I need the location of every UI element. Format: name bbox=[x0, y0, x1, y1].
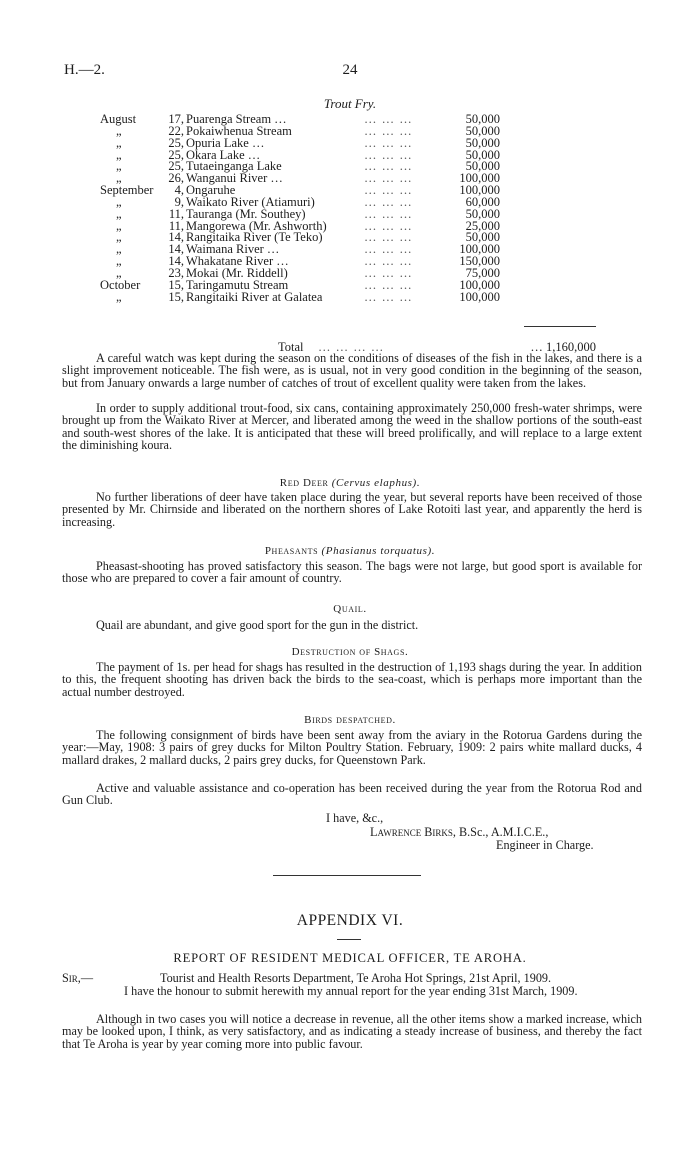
row-month: „ bbox=[116, 206, 122, 221]
paragraph-shags bbox=[62, 661, 642, 698]
row-place: Waikato River (Atiamuri) bbox=[186, 194, 315, 209]
row-month: „ bbox=[116, 265, 122, 280]
trout-fry-row bbox=[100, 232, 500, 244]
signature-name-primary: Lawrence Birks, bbox=[370, 825, 456, 839]
row-day: 26, bbox=[168, 171, 184, 186]
total-amount: … 1,160,000 bbox=[530, 340, 596, 354]
row-place: Mokai (Mr. Riddell) bbox=[186, 265, 288, 280]
row-month: „ bbox=[116, 289, 122, 304]
row-day: 11, bbox=[168, 206, 184, 221]
row-amount: 100,000 bbox=[459, 289, 500, 304]
trout-fry-row bbox=[100, 292, 500, 304]
row-month: „ bbox=[116, 171, 122, 186]
row-month: „ bbox=[116, 230, 122, 245]
row-day: 22, bbox=[168, 123, 184, 138]
trout-fry-row bbox=[100, 150, 500, 162]
row-month: „ bbox=[116, 254, 122, 269]
row-amount: 150,000 bbox=[459, 254, 500, 269]
row-day: 9, bbox=[174, 194, 184, 209]
row-place: Tauranga (Mr. Southey) bbox=[186, 206, 306, 221]
heading-pheasants-label: Pheasants bbox=[264, 545, 319, 557]
row-month: „ bbox=[116, 194, 122, 209]
row-day: 14, bbox=[168, 230, 184, 245]
heading-pheasants-latin: (Phasianus torquatus). bbox=[321, 545, 436, 557]
heading-shags-label: Destruction of Shags. bbox=[291, 646, 409, 658]
row-place: Tutaeinganga Lake bbox=[186, 159, 282, 174]
row-place: Wanganui River … bbox=[186, 171, 283, 186]
heading-birds-label: Birds despatched. bbox=[304, 714, 396, 726]
row-day: 25, bbox=[168, 147, 184, 162]
row-leader-dots: … … … bbox=[364, 218, 413, 233]
paragraph-food-text: In order to supply additional trout-food, six cans, containing approximately 250,000 fresh-water shrimps, were brought up from the Waikato River at Mercer, and liberated among the weed in the shallow portions of the south-east and south-west shores of the lake. It is anticipated that these will breed prolifically, and will replace to a large extent the diminishing koura. bbox=[62, 401, 642, 453]
heading-pheasants bbox=[0, 545, 700, 557]
document-reference: H.—2. bbox=[64, 62, 105, 78]
row-place: Opuria Lake … bbox=[186, 135, 265, 150]
row-place: Pokaiwhenua Stream bbox=[186, 123, 292, 138]
row-leader-dots: … … … bbox=[364, 147, 413, 162]
report-title: REPORT OF RESIDENT MEDICAL OFFICER, TE AROHA. bbox=[173, 951, 527, 965]
row-place: Okara Lake … bbox=[186, 147, 261, 162]
row-place: Waimana River … bbox=[186, 242, 280, 257]
row-leader-dots: … … … bbox=[364, 242, 413, 257]
heading-red-deer-latin: (Cervus elaphus). bbox=[331, 477, 421, 489]
row-day: 14, bbox=[168, 254, 184, 269]
row-leader-dots: … … … bbox=[364, 171, 413, 186]
heading-quail-label: Quail. bbox=[333, 603, 367, 615]
total-leader-dots: … … … … bbox=[318, 340, 385, 354]
row-day: 25, bbox=[168, 159, 184, 174]
heading-red-deer bbox=[0, 477, 700, 489]
trout-fry-row bbox=[100, 138, 500, 150]
row-place: Rangitaika River (Te Teko) bbox=[186, 230, 323, 245]
total-rule bbox=[524, 326, 596, 327]
row-day: 11, bbox=[168, 218, 184, 233]
row-leader-dots: … … … bbox=[364, 289, 413, 304]
paragraph-food bbox=[62, 402, 642, 452]
paragraph-quail-text: Quail are abundant, and give good sport for the gun in the district. bbox=[96, 618, 419, 632]
row-place: Rangitaiki River at Galatea bbox=[186, 289, 323, 304]
row-amount: 50,000 bbox=[465, 112, 500, 126]
trout-fry-row bbox=[100, 173, 500, 185]
row-amount: 50,000 bbox=[465, 147, 500, 162]
row-leader-dots: … … … bbox=[364, 112, 413, 126]
row-day: 15, bbox=[168, 277, 184, 292]
row-leader-dots: … … … bbox=[364, 277, 413, 292]
paragraph-watch-text: A careful watch was kept during the season on the conditions of diseases of the fish in the lakes, and there is a slight improvement noticeable. The fish were, as is usual, not in very good condition in the beginning of the season, but from January onwards a large number of catches of trout of excellent quality were taken from the lakes. bbox=[62, 351, 642, 390]
row-amount: 75,000 bbox=[465, 265, 500, 280]
signature-name-credentials: B.Sc., A.M.I.C.E., bbox=[459, 825, 549, 839]
row-leader-dots: … … … bbox=[364, 123, 413, 138]
row-place: Ongaruhe bbox=[186, 183, 236, 198]
trout-fry-row bbox=[100, 256, 500, 268]
paragraph-assistance-text: Active and valuable assistance and co-operation has been received during the year from the Rotorua Rod and Gun Club. bbox=[62, 781, 642, 808]
row-amount: 50,000 bbox=[465, 159, 500, 174]
row-day: 17, bbox=[168, 112, 184, 126]
trout-fry-row bbox=[100, 161, 500, 173]
row-amount: 50,000 bbox=[465, 123, 500, 138]
row-amount: 100,000 bbox=[459, 183, 500, 198]
trout-fry-table bbox=[100, 114, 500, 304]
row-month: October bbox=[100, 277, 141, 292]
row-leader-dots: … … … bbox=[364, 230, 413, 245]
signature-title: Engineer in Charge. bbox=[496, 838, 594, 852]
paragraph-pheasants bbox=[62, 560, 642, 585]
row-leader-dots: … … … bbox=[364, 265, 413, 280]
row-leader-dots: … … … bbox=[364, 159, 413, 174]
paragraph-watch bbox=[62, 352, 642, 389]
paragraph-deer-text: No further liberations of deer have taken place during the year, but several reports have been received of those presented by Mr. Chirnside and liberated on the northern shores of Lake Rotoiti last year, and apparently the herd is increasing. bbox=[62, 490, 642, 529]
heading-birds bbox=[0, 714, 700, 726]
row-month: August bbox=[100, 112, 137, 126]
paragraph-assistance bbox=[62, 782, 642, 807]
trout-fry-row bbox=[100, 268, 500, 280]
paragraph-quail bbox=[62, 619, 642, 631]
appendix-title: APPENDIX VI. bbox=[296, 912, 404, 929]
paragraph-deer bbox=[62, 491, 642, 528]
row-leader-dots: … … … bbox=[364, 194, 413, 209]
row-day: 14, bbox=[168, 242, 184, 257]
row-leader-dots: … … … bbox=[364, 254, 413, 269]
row-month: „ bbox=[116, 159, 122, 174]
total-label: Total bbox=[278, 340, 304, 354]
row-month: „ bbox=[116, 123, 122, 138]
trout-fry-row bbox=[100, 244, 500, 256]
paragraph-birds-text: The following consignment of birds have been sent away from the aviary in the Rotorua Gardens during the year:—May, 1908: 3 pairs of grey ducks for Milton Poultry Station. February, 1909: 2 pairs white mallard ducks, 4 mallard drakes, 2 mallard ducks, 2 pairs grey ducks, for Queenstown Park. bbox=[62, 728, 642, 767]
department-line: Tourist and Health Resorts Department, Te Aroha Hot Springs, 21st April, 1909. bbox=[160, 971, 552, 985]
row-leader-dots: … … … bbox=[364, 206, 413, 221]
row-amount: 50,000 bbox=[465, 135, 500, 150]
row-amount: 100,000 bbox=[459, 277, 500, 292]
row-month: „ bbox=[116, 147, 122, 162]
row-leader-dots: … … … bbox=[364, 135, 413, 150]
row-amount: 60,000 bbox=[465, 194, 500, 209]
paragraph-revenue bbox=[62, 1013, 642, 1050]
trout-fry-row bbox=[100, 126, 500, 138]
row-amount: 100,000 bbox=[459, 171, 500, 186]
paragraph-shags-text: The payment of 1s. per head for shags has resulted in the destruction of 1,193 shags during the year. In addition to this, the frequent shooting has driven back the birds to the sea-coast, which is perhaps more important than the actual number destroyed. bbox=[62, 660, 642, 699]
signature-closing: I have, &c., bbox=[326, 811, 384, 825]
row-place: Taringamutu Stream bbox=[186, 277, 289, 292]
page-number: 24 bbox=[342, 62, 358, 78]
heading-shags bbox=[0, 646, 700, 658]
row-month: „ bbox=[116, 242, 122, 257]
row-month: „ bbox=[116, 218, 122, 233]
row-place: Puarenga Stream … bbox=[186, 112, 287, 126]
row-day: 15, bbox=[168, 289, 184, 304]
paragraph-annual-text: I have the honour to submit herewith my annual report for the year ending 31st March, 1909. bbox=[124, 984, 578, 998]
row-day: 25, bbox=[168, 135, 184, 150]
trout-fry-row bbox=[100, 114, 500, 126]
row-amount: 50,000 bbox=[465, 230, 500, 245]
heading-quail bbox=[0, 603, 700, 615]
salutation: Sir,— bbox=[62, 971, 94, 985]
heading-red-deer-label: Red Deer bbox=[279, 477, 329, 489]
appendix-short-rule bbox=[337, 939, 361, 940]
section-divider bbox=[273, 875, 421, 876]
row-place: Mangorewa (Mr. Ashworth) bbox=[186, 218, 327, 233]
row-month: „ bbox=[116, 135, 122, 150]
row-place: Whakatane River … bbox=[186, 254, 289, 269]
row-amount: 25,000 bbox=[465, 218, 500, 233]
paragraph-annual bbox=[62, 985, 642, 997]
paragraph-birds bbox=[62, 729, 642, 766]
paragraph-revenue-text: Although in two cases you will notice a decrease in revenue, all the other items show a marked increase, which may be looked upon, I think, as very satisfactory, and as indicating a steady increase of business, and thereby the fact that Te Aroha is year by year coming more into public favour. bbox=[62, 1012, 642, 1051]
total-amount-value: 1,160,000 bbox=[546, 340, 596, 354]
row-day: 4, bbox=[174, 183, 184, 198]
row-amount: 50,000 bbox=[465, 206, 500, 221]
row-leader-dots: … … … bbox=[364, 183, 413, 198]
row-day: 23, bbox=[168, 265, 184, 280]
row-month: September bbox=[100, 183, 154, 198]
row-amount: 100,000 bbox=[459, 242, 500, 257]
paragraph-pheasants-text: Pheasast-shooting has proved satisfactory this season. The bags were not large, but good sport is available for those who are prepared to cover a fair amount of country. bbox=[62, 559, 642, 586]
trout-fry-title: Trout Fry. bbox=[323, 96, 377, 111]
